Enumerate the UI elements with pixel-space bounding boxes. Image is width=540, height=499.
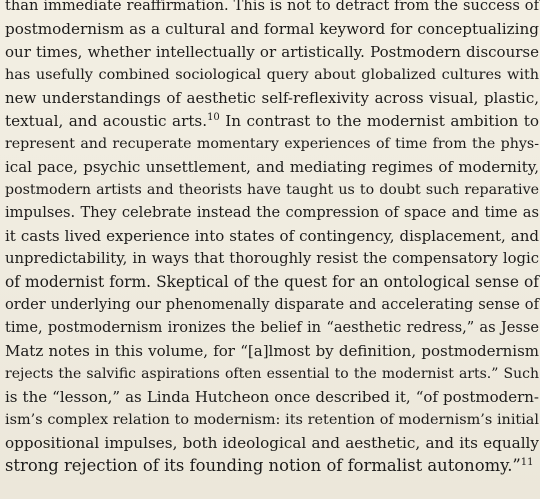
text-line: rejects the salvific aspirations often essential to the modernist arts.” Such [5,366,539,382]
text-line: time, postmodernism ironizes the belief in “aesthetic redress,” as Jesse [5,319,539,336]
text-line: ism’s complex relation to modernism: its retention of modernism’s initial [5,412,539,428]
text-line: is the “lesson,” as Linda Hutcheon once described it, “of postmodern- [5,388,539,406]
text-segment: strong rejection of its founding notion of formalist autonomy.” [5,456,521,475]
text-line: order underlying our phenomenally disparate and accelerating sense of [5,296,539,313]
text-line: our times, whether intellectually or artistically. Postmodern discourse [5,43,539,61]
text-line: postmodernism as a cultural and formal keyword for conceptualizing [5,20,539,38]
text-line: new understandings of aesthetic self-reflexivity across visual, plastic, [5,89,539,107]
text-line: represent and recuperate momentary experiences of time from the phys- [5,136,539,152]
footnote-marker: 10 [207,112,220,123]
text-line: oppositional impulses, both ideological and aesthetic, and its equally [5,434,539,452]
text-line: ical pace, psychic unsettlement, and mediating regimes of modernity, [5,158,539,176]
text-line: impulses. They celebrate instead the compression of space and time as [5,204,539,221]
text-line [5,454,539,478]
text-line: than immediate reaffirmation. This is not to detract from the success of [5,0,539,14]
text-line: postmodern artists and theorists have taught us to doubt such reparative [5,182,539,198]
text-segment: textual, and acoustic arts. [5,112,208,130]
text-line [5,109,539,133]
text-segment: In contrast to the modernist ambition to [225,112,540,130]
text-line: Matz notes in this volume, for “[a]lmost by definition, postmodernism [5,342,539,360]
text-line: it casts lived experience into states of contingency, displacement, and [5,227,539,245]
text-line: has usefully combined sociological query about globalized cultures with [5,67,539,83]
footnote-marker: 11 [520,457,534,468]
text-line: unpredictability, in ways that thoroughly resist the compensatory logic [5,250,539,267]
text-line: of modernist form. Skeptical of the quest for an ontological sense of [5,273,539,291]
